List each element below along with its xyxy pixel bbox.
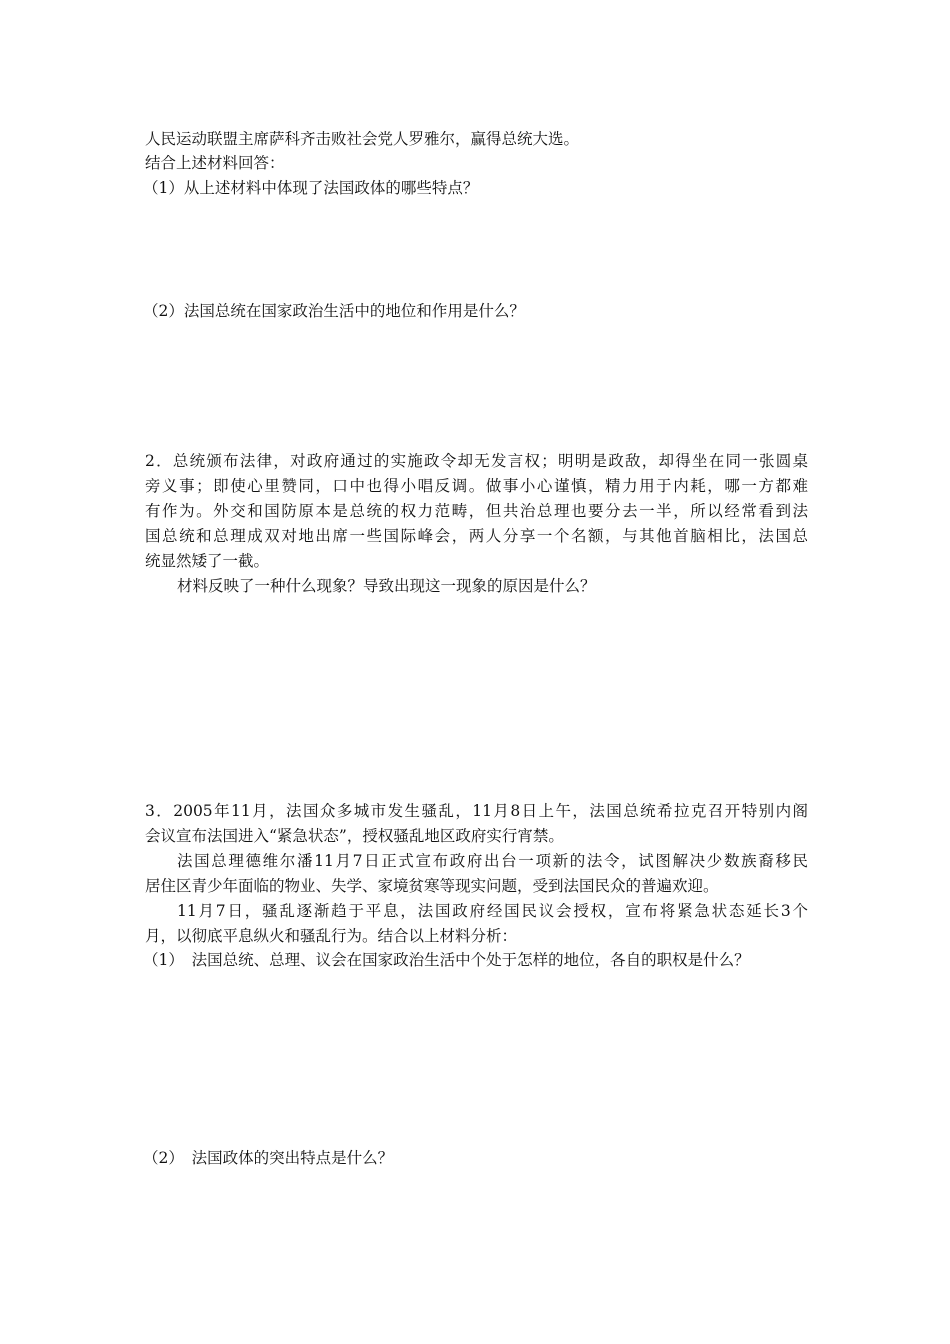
intro-line-2: 结合上述材料回答： [145,154,285,172]
question-2-line-3: 有作为。外交和国防原本是总统的权力范畴，但共治总理也要分去一半，所以经常看到法 [145,502,808,520]
question-2-line-2: 旁义事；即使心里赞同，口中也得小唱反调。做事小心谨慎，精力用于内耗，哪一方都难 [145,477,808,495]
question-3-line-1: 3．2005年11月，法国众多城市发生骚乱，11月8日上午，法国总统希拉克召开特别内阁 [145,802,808,820]
question-2-line-5: 统显然矮了一截。 [145,552,270,570]
intro-line-1: 人民运动联盟主席萨科齐击败社会党人罗雅尔，赢得总统大选。 [145,130,580,148]
question-1-part-1: （1）从上述材料中体现了法国政体的哪些特点？ [143,179,479,197]
question-3-part-1: （1） 法国总统、总理、议会在国家政治生活中个处于怎样的地位，各自的职权是什么？ [143,951,750,969]
question-3-line-3: 法国总理德维尔潘11月7日正式宣布政府出台一项新的法令，试图解决少数族裔移民 [177,852,808,870]
question-1-part-2: （2）法国总统在国家政治生活中的地位和作用是什么？ [143,302,525,320]
question-3-line-6: 月，以彻底平息纵火和骚乱行为。结合以上材料分析： [145,927,518,945]
question-3-line-5: 11月7日，骚乱逐渐趋于平息，法国政府经国民议会授权，宣布将紧急状态延长3个 [177,902,808,920]
question-3-line-4: 居住区青少年面临的物业、失学、家境贫寒等现实问题，受到法国民众的普遍欢迎。 [145,877,719,895]
question-2-question: 材料反映了一种什么现象？导致出现这一现象的原因是什么？ [177,577,596,595]
question-2-line-4: 国总统和总理成双对地出席一些国际峰会，两人分享一个名额，与其他首脑相比，法国总 [145,527,808,545]
question-2-line-1: 2．总统颁布法律，对政府通过的实施政令却无发言权；明明是政敌，却得坐在同一张圆桌 [145,452,808,470]
question-3-part-2: （2） 法国政体的突出特点是什么？ [143,1149,394,1167]
question-3-line-2: 会议宣布法国进入“紧急状态”，授权骚乱地区政府实行宵禁。 [145,827,564,845]
